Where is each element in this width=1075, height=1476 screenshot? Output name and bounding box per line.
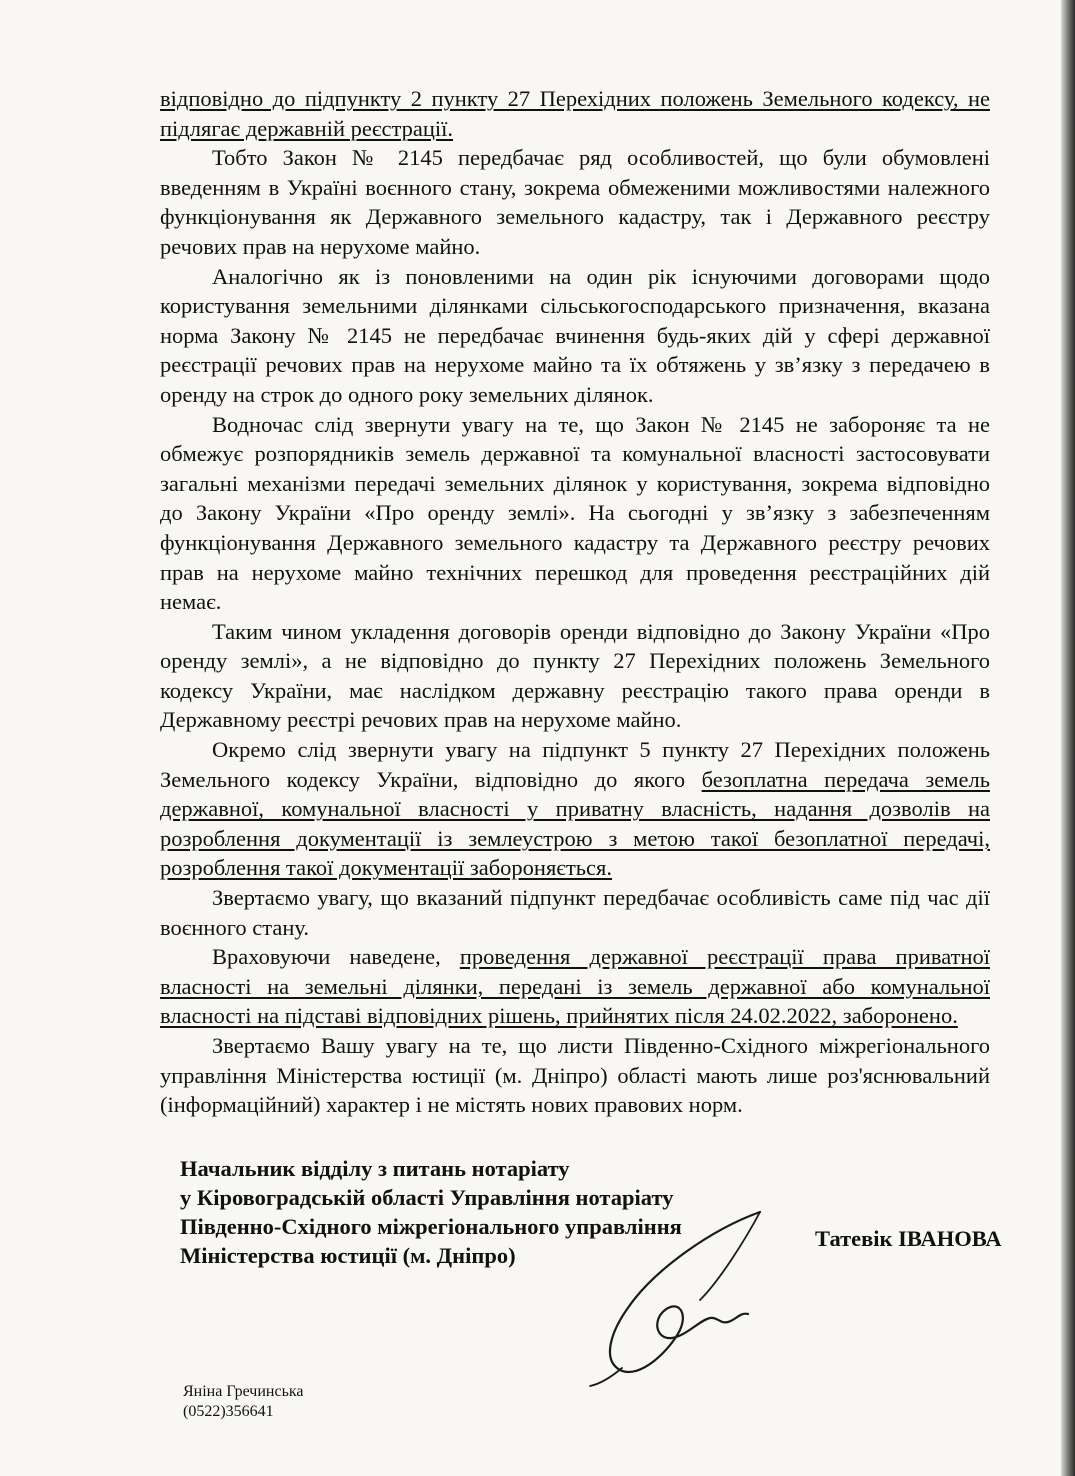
underlined-text: проведення державної реєстрації права приватної власності на земельні ділянки, передані із земель державної або комунальної власності на підставі відповідних рішень, прийнятих після 24.02.2022, заборонено. <box>160 944 990 1029</box>
paragraph-text: Аналогічно як із поновленими на один рік існуючими договорами щодо користування земельними ділянками сільськогосподарського призначення, вказана норма Закону № 2145 не передбачає вчинення будь-яких дій у сфері державної реєстрації речових прав на нерухоме майно та їх обтяжень у зв’язку з передачею в оренду на строк до одного року земельних ділянок. <box>160 263 990 407</box>
paragraph-text: Звертаємо Вашу увагу на те, що листи Південно-Східного міжрегіонального управління Міністерства юстиції (м. Дніпро) області мають лише роз'яснювальний (інформаційний) характер і не містять нових правових норм. <box>160 1033 990 1118</box>
body-paragraph <box>160 942 990 1031</box>
body-paragraph <box>160 883 990 942</box>
paragraph-text: Водночас слід звернути увагу на те, що Закон № 2145 не забороняє та не обмежує розпорядників земель державної та комунальної власності застосовувати загальні механізми передачі земельних ділянок у користування, зокрема відповідно до Закону України «Про оренду землі». На сьогодні у зв’язку з забезпеченням функціонування Державного земельного кадастру та Державного реєстру речових прав на нерухоме майно технічних перешкод для проведення реєстраційних дій немає. <box>160 411 990 615</box>
paragraph-text: Тобто Закон № 2145 передбачає ряд особливостей, що були обумовлені введенням в Україні воєнного стану, зокрема обмеженими можливостями належного функціонування як Державного земельного кадастру, так і Державного реєстру речових прав на нерухоме майно. <box>160 145 990 259</box>
paragraph-text: Враховуючи наведене, <box>212 944 460 970</box>
underlined-text: відповідно до підпункту 2 пункту 27 Перехідних положень Земельного кодексу, не підлягає державній реєстрації. <box>160 86 990 141</box>
executor-phone: (0522)356641 <box>183 1403 274 1420</box>
paragraph-text: Окремо слід звернути увагу на підпункт 5 пункту 27 Перехідних положень Земельного кодексу України, відповідно до якого <box>160 737 990 792</box>
handwritten-signature <box>560 1200 790 1390</box>
signatory-title-line: у Кіровоградській області Управління нотаріату <box>180 1185 674 1210</box>
executor-name: Яніна Гречинська <box>183 1383 304 1400</box>
body-paragraph <box>160 735 990 883</box>
scan-edge-shadow <box>1061 0 1075 1476</box>
signatory-name: Татевік ІВАНОВА <box>815 1226 1002 1251</box>
signatory-title-line: Південно-Східного міжрегіонального управління <box>180 1214 682 1239</box>
body-paragraph <box>160 84 990 143</box>
signatory-title-line: Міністерства юстиції (м. Дніпро) <box>180 1243 516 1268</box>
body-paragraph <box>160 1031 990 1120</box>
body-paragraph <box>160 262 990 410</box>
paragraph-text: Звертаємо увагу, що вказаний підпункт передбачає особливість саме під час дії воєнного стану. <box>160 885 990 940</box>
body-paragraph <box>160 617 990 735</box>
letter-body <box>160 84 990 1120</box>
body-paragraph <box>160 143 990 261</box>
body-paragraph <box>160 410 990 617</box>
executor-footer <box>183 1382 304 1422</box>
paragraph-text: Таким чином укладення договорів оренди відповідно до Закону України «Про оренду землі», а не відповідно до пункту 27 Перехідних положень Земельного кодексу України, має наслідком державну реєстрацію такого права оренди в Державному реєстрі речових прав на нерухоме майно. <box>160 618 990 733</box>
underlined-text: безоплатна передача земель державної, комунальної власності у приватну власність, надання дозволів на розроблення документації із землеустрою з метою такої безоплатної передачі, розроблення такої документації забороняється. <box>160 766 990 881</box>
signatory-title-line: Начальник відділу з питань нотаріату <box>180 1156 570 1181</box>
